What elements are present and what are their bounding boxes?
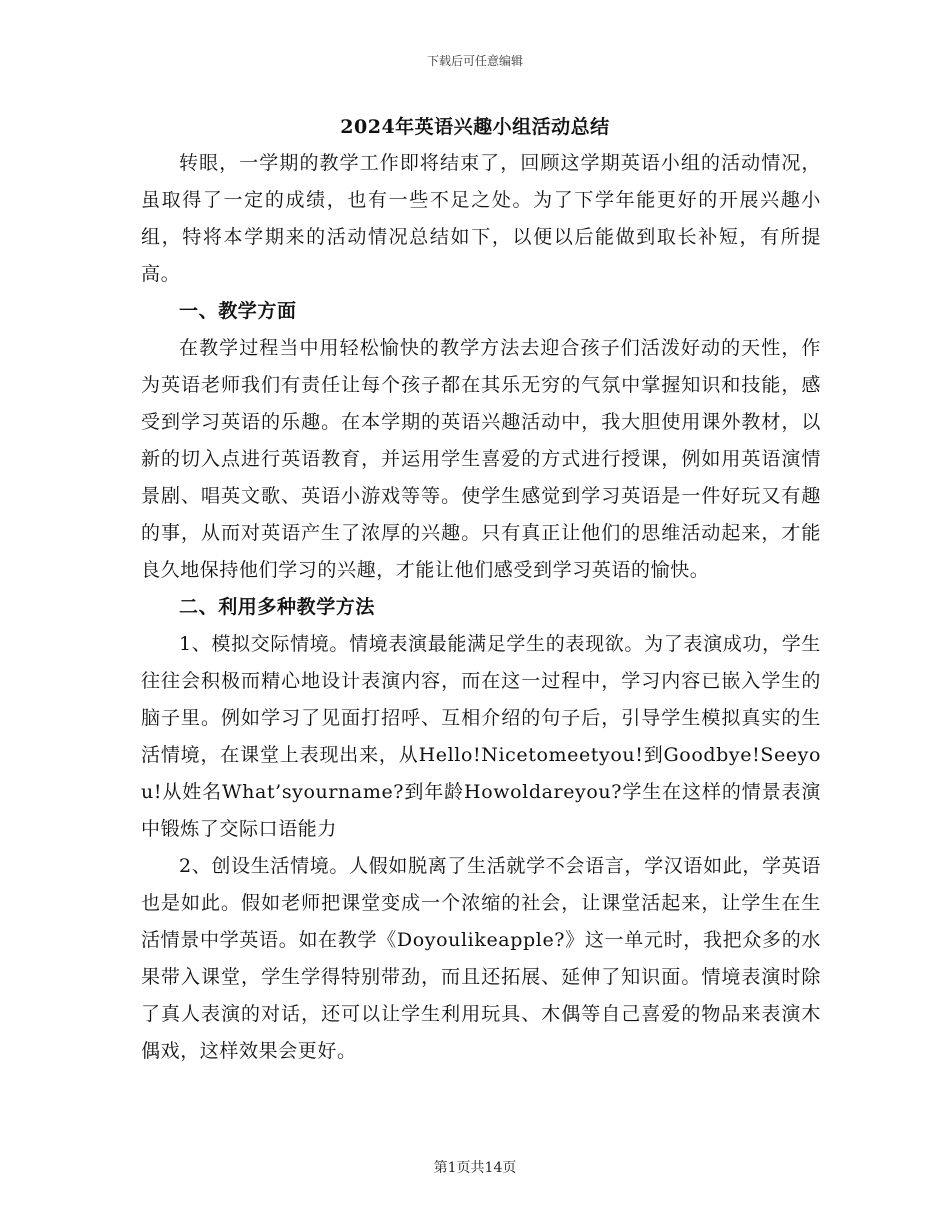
section-heading-teaching: 一、教学方面: [179, 300, 297, 322]
section-heading-methods: 二、利用多种教学方法: [179, 596, 376, 618]
section-methods-paragraph-1: 1、模拟交际情境。情境表演最能满足学生的表现欲。为了表演成功，学生往往会积极而精心地设计表演内容，而在这一过程中，学习内容已嵌入学生的脑子里。例如学习了见面打招呼、互相介绍的句子后，引导学生模拟真实的生活情境，在课堂上表现出来，从Hello!Nicetomeetyou!到Goodbye!Seeyou!从姓名What’syourname?到年龄Howoldareyou?学生在这样的情景表演中锻炼了交际口语能力: [141, 633, 821, 840]
document-title: 2024年英语兴趣小组活动总结: [340, 116, 610, 138]
intro-paragraph: 转眼，一学期的教学工作即将结束了，回顾这学期英语小组的活动情况，虽取得了一定的成绩，也有一些不足之处。为了下学年能更好的开展兴趣小组，特将本学期来的活动情况总结如下，以便以后能做到取长补短，有所提高。: [141, 152, 821, 285]
page-header-note: 下载后可任意编辑: [426, 54, 523, 68]
document-body: [141, 145, 821, 1070]
section-methods-paragraph-2: 2、创设生活情境。人假如脱离了生活就学不会语言，学汉语如此，学英语也是如此。假如老师把课堂变成一个浓缩的社会，让课堂活起来，让学生在生活情景中学英语。如在教学《Doyoulikeapple?》这一单元时，我把众多的水果带入课堂，学生学得特别带劲，而且还拓展、延伸了知识面。情境表演时除了真人表演的对话，还可以让学生利用玩具、木偶等自己喜爱的物品来表演木偶戏，这样效果会更好。: [141, 855, 821, 1062]
section-teaching-paragraph: 在教学过程当中用轻松愉快的教学方法去迎合孩子们活泼好动的天性，作为英语老师我们有责任让每个孩子都在其乐无穷的气氛中掌握知识和技能，感受到学习英语的乐趣。在本学期的英语兴趣活动中，我大胆使用课外教材，以新的切入点进行英语教育，并运用学生喜爱的方式进行授课，例如用英语演情景剧、唱英文歌、英语小游戏等等。使学生感觉到学习英语是一件好玩又有趣的事，从而对英语产生了浓厚的兴趣。只有真正让他们的思维活动起来，才能良久地保持他们学习的兴趣，才能让他们感受到学习英语的愉快。: [141, 337, 821, 581]
page-number: 第1页共14页: [433, 1160, 517, 1176]
